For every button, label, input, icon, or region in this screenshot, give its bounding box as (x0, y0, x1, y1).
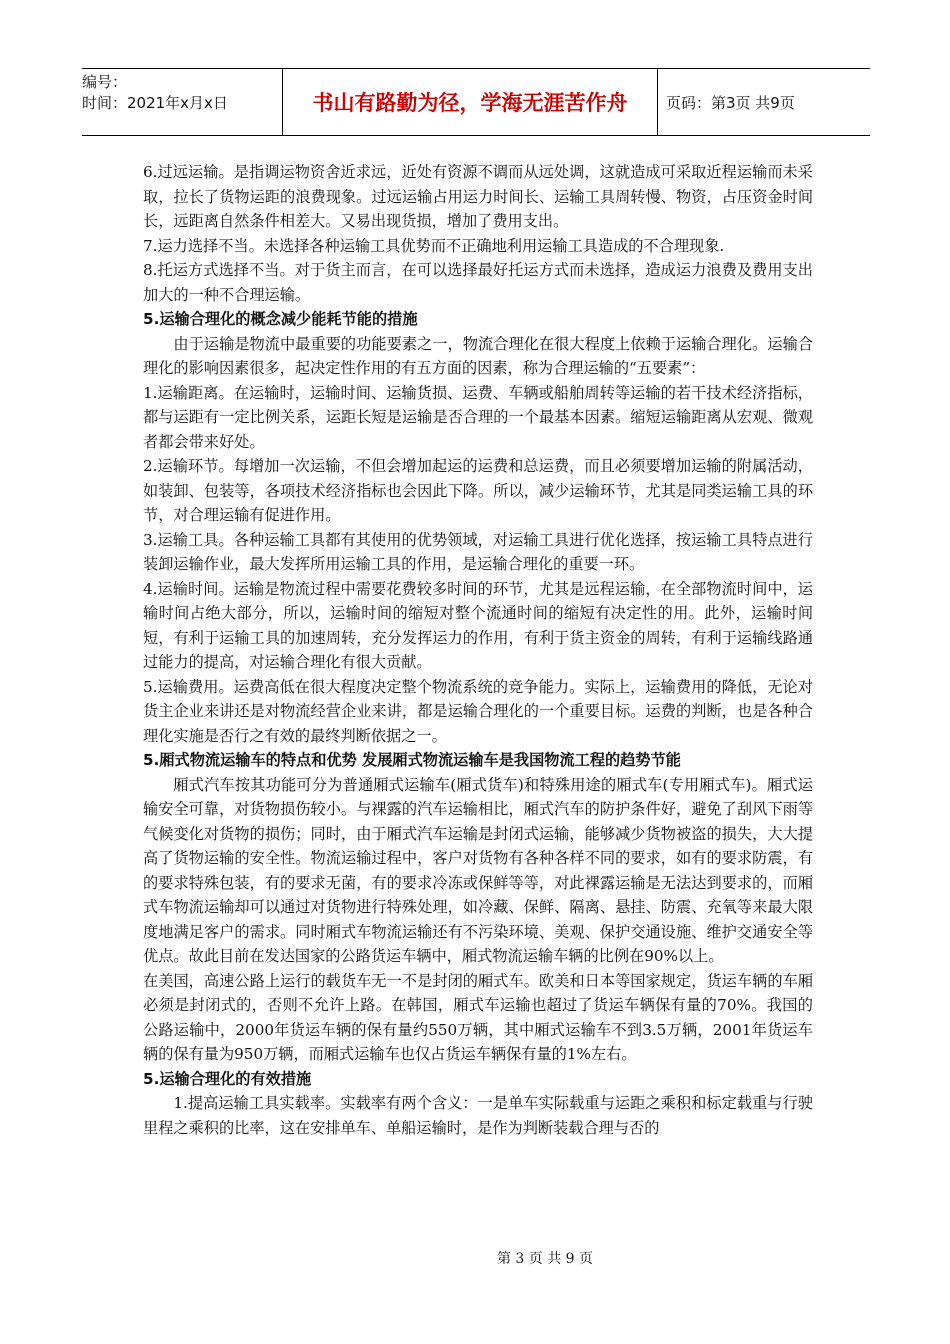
document-number-label: 编号： (82, 73, 128, 91)
paragraph: 4.运输时间。运输是物流过程中需要花费较多时间的环节，尤其是远程运输，在全部物流时间中，运输时间占绝大部分，所以，运输时间的缩短对整个流通时间的缩短有决定性的用。此外，运输时间短，有利于运输工具的加速周转，充分发挥运力的作用，有利于货主资金的周转，有利于运输线路通过能力的提高，对运输合理化有很大贡献。 (143, 579, 813, 671)
paragraph: 7.运力选择不当。未选择各种运输工具优势而不正确地利用运输工具造成的不合理现象. (143, 236, 725, 255)
paragraph: 2.运输环节。每增加一次运输，不但会增加起运的运费和总运费，而且必须要增加运输的附属活动，如装卸、包装等，各项技术经济指标也会因此下降。所以，减少运输环节，尤其是同类运输工具的环节，对合理运输有促进作用。 (143, 457, 813, 524)
paragraph: 厢式汽车按其功能可分为普通厢式运输车(厢式货车)和特殊用途的厢式车(专用厢式车)。厢式运输安全可靠，对货物损伤较小。与裸露的汽车运输相比，厢式汽车的防护条件好，避免了刮风下雨等气候变化对货物的损伤；同时，由于厢式汽车运输是封闭式运输，能够减少货物被盗的损失，大大提高了货物运输的安全性。物流运输过程中，客户对货物有各种各样不同的要求，如有的要求防震，有的要求特殊包装，有的要求无菌，有的要求冷冻或保鲜等等，对此裸露运输是无法达到要求的，而厢式车物流运输却可以通过对货物进行特殊处理，如冷藏、保鲜、隔离、悬挂、防震、充氧等来最大限度地满足客户的需求。同时厢式车物流运输还有不污染环境、美观、保护交通设施、维护交通安全等优点。故此目前在发达国家的公路货运车辆中，厢式物流运输车辆的比例在90%以上。 (143, 775, 813, 965)
paragraph: 6.过远运输。是指调运物资舍近求远，近处有资源不调而从远处调，这就造成可采取近程运输而未采取，拉长了货物运距的浪费现象。过远运输占用运力时间长、运输工具周转慢、物资，占压资金时间长，远距离自然条件相差大。又易出现货损，增加了费用支出。 (143, 163, 813, 230)
page-footer (0, 1248, 950, 1268)
document-time-label: 时间：2021年x月x日 (82, 94, 228, 112)
paragraph: 由于运输是物流中最重要的功能要素之一，物流合理化在很大程度上依赖于运输合理化。运输合理化的影响因素很多，起决定性作用的有五方面的因素，称为合理运输的“五要素”： (143, 334, 813, 377)
paragraph: 3.运输工具。各种运输工具都有其使用的优势领域，对运输工具进行优化选择，按运输工具特点进行装卸运输作业，最大发挥所用运输工具的作用，是运输合理化的重要一环。 (143, 530, 813, 573)
page-header (82, 68, 870, 136)
paragraph: 5.运输费用。运费高低在很大程度决定整个物流系统的竞争能力。实际上，运输费用的降低，无论对货主企业来讲还是对物流经营企业来讲，都是运输合理化的一个重要目标。运费的判断，也是各种合理化实施是否行之有效的最终判断依据之一。 (143, 677, 813, 745)
section-heading: 5.运输合理化的概念减少能耗节能的措施 (143, 310, 418, 328)
section-heading: 5.厢式物流运输车的特点和优势 发展厢式物流运输车是我国物流工程的趋势节能 (143, 751, 681, 769)
footer-page-number: 第 3 页 共 9 页 (496, 1251, 594, 1267)
document-body (143, 160, 813, 1140)
paragraph: 1.提高运输工具实载率。实载率有两个含义：一是单车实际载重与运距之乘积和标定载重与行驶里程之乘积的比率，这在安排单车、单船运输时，是作为判断装载合理与否的 (143, 1094, 813, 1137)
paragraph: 8.托运方式选择不当。对于货主而言，在可以选择最好托运方式而未选择，造成运力浪费及费用支出加大的一种不合理运输。 (143, 261, 813, 304)
header-motto: 书山有路勤为径，学海无涯苦作舟 (283, 69, 658, 135)
paragraph: 1.运输距离。在运输时，运输时间、运输货损、运费、车辆或船舶周转等运输的若干技术经济指标，都与运距有一定比例关系，运距长短是运输是否合理的一个最基本因素。缩短运输距离从宏观、微观者都会带来好处。 (143, 383, 813, 451)
header-info-cell (82, 69, 283, 135)
header-page-number: 页码：第3页 共9页 (666, 93, 795, 112)
paragraph: 在美国，高速公路上运行的载货车无一不是封闭的厢式车。欧美和日本等国家规定，货运车辆的车厢必须是封闭式的，否则不允许上路。在韩国，厢式车运输也超过了货运车辆保有量的70%。我国的公路运输中，2000年货运车辆的保有量约550万辆，其中厢式运输车不到3.5万辆，2001年货运车辆的保有量为950万辆，而厢式运输车也仅占货运车辆保有量的1%左右。 (143, 971, 813, 1063)
section-heading: 5.运输合理化的有效措施 (143, 1069, 312, 1088)
